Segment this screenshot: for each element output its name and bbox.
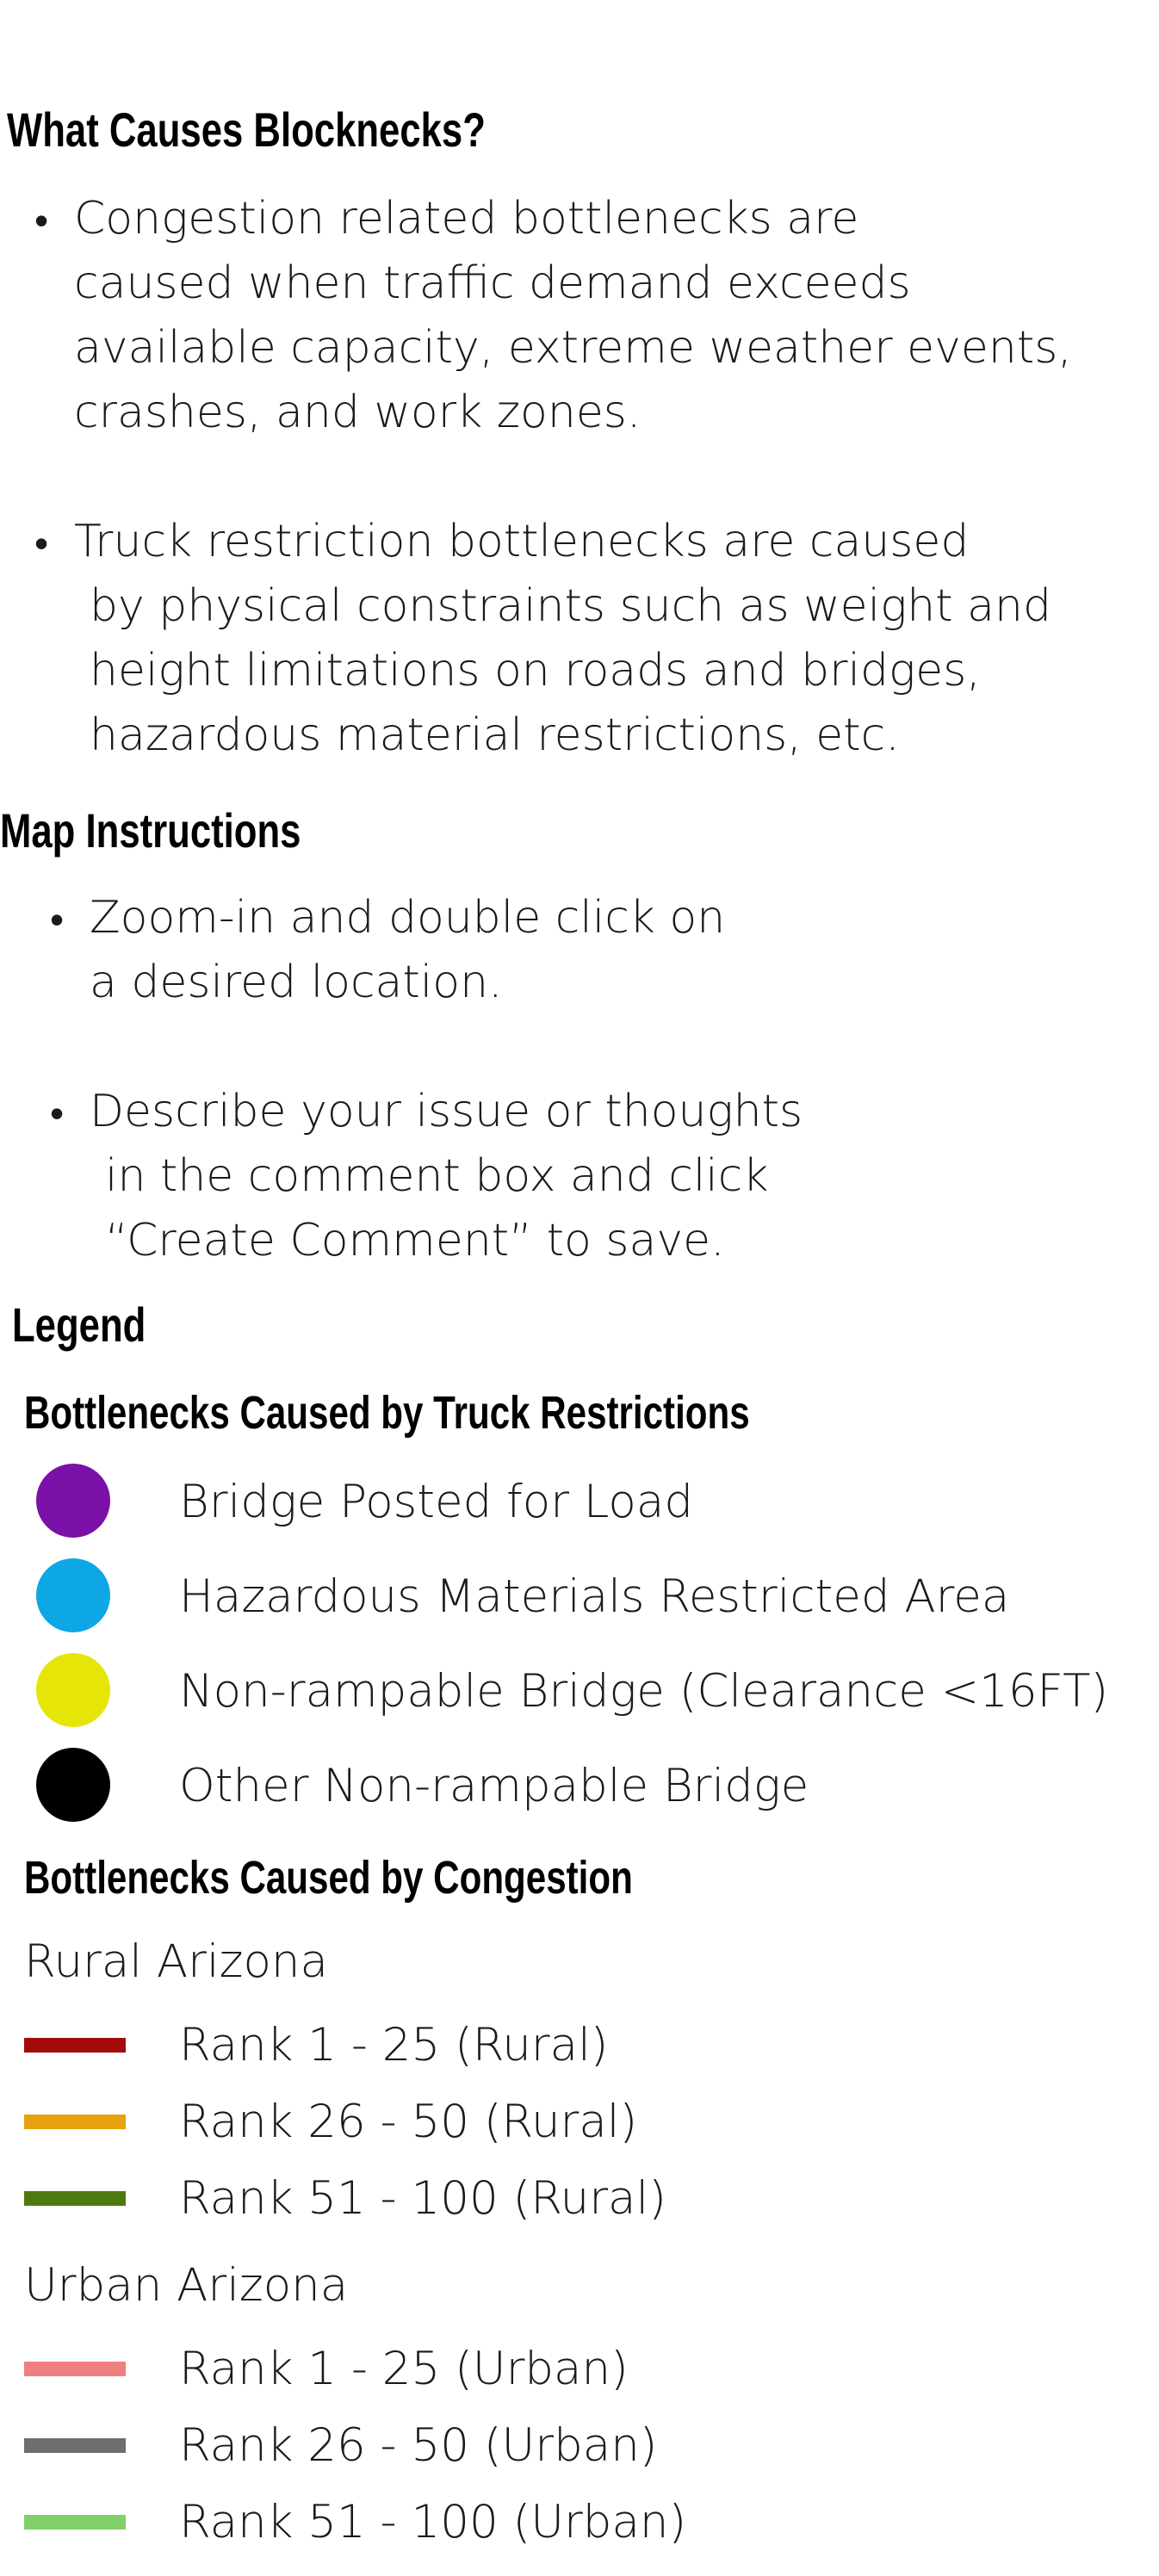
bullet-line: “Create Comment” to save.: [105, 1215, 725, 1266]
dark-green-line-icon: [24, 2191, 126, 2206]
rural-group-label: Rural Arizona: [24, 1935, 328, 1988]
legend-label: Hazardous Materials Restricted Area: [179, 1570, 1010, 1623]
bullet-line: caused when traffic demand exceeds: [74, 257, 911, 309]
urban-group-label: Urban Arizona: [24, 2259, 349, 2312]
pink-line-icon: [24, 2362, 126, 2376]
legend-label: Rank 26 - 50 (Urban): [179, 2419, 658, 2472]
causes-bullet-truck: [34, 510, 1154, 768]
bullet-line: in the comment box and click: [105, 1150, 769, 1202]
bullet-line: Zoom-in and double click on: [90, 892, 726, 944]
legend-title: Legend: [12, 1297, 146, 1352]
yellow-circle-icon: [36, 1653, 110, 1727]
orange-line-icon: [24, 2115, 126, 2129]
legend-label: Rank 51 - 100 (Urban): [179, 2496, 687, 2548]
causes-bullet-congestion: [34, 187, 1154, 445]
bullet-line: Describe your issue or thoughts: [90, 1086, 803, 1137]
legend-congestion-title: Bottlenecks Caused by Congestion: [24, 1852, 633, 1904]
bullet-line: Congestion related bottlenecks are: [74, 193, 859, 245]
light-green-line-icon: [24, 2515, 126, 2530]
bullet-dot-icon: •: [34, 520, 49, 567]
causes-title: What Causes Blocknecks?: [7, 102, 486, 157]
gray-line-icon: [24, 2438, 126, 2453]
bullet-line: a desired location.: [90, 957, 503, 1008]
instructions-bullet-comment: [50, 1080, 1152, 1273]
bullet-dot-icon: •: [34, 197, 49, 244]
instructions-bullet-zoom: [50, 886, 1152, 1015]
bullet-line: by physical constraints such as weight and: [90, 580, 1052, 632]
legend-truck-title: Bottlenecks Caused by Truck Restrictions: [24, 1387, 750, 1439]
bullet-line: height limitations on roads and bridges,: [90, 645, 981, 697]
bullet-line: available capacity, extreme weather events,: [74, 322, 1072, 374]
purple-circle-icon: [36, 1464, 110, 1538]
dark-red-line-icon: [24, 2038, 126, 2053]
bullet-dot-icon: •: [50, 896, 65, 943]
black-circle-icon: [36, 1748, 110, 1822]
bullet-dot-icon: •: [50, 1090, 65, 1136]
legend-label: Rank 1 - 25 (Urban): [179, 2343, 629, 2395]
legend-label: Other Non-rampable Bridge: [179, 1760, 809, 1812]
instructions-title: Map Instructions: [0, 803, 301, 858]
legend-label: Non-rampable Bridge (Clearance <16FT): [179, 1665, 1109, 1718]
legend-label: Rank 26 - 50 (Rural): [179, 2096, 638, 2148]
blue-circle-icon: [36, 1558, 110, 1632]
legend-label: Rank 1 - 25 (Rural): [179, 2019, 609, 2071]
bullet-line: Truck restriction bottlenecks are caused: [74, 516, 970, 567]
bullet-line: crashes, and work zones.: [74, 387, 641, 438]
bullet-line: hazardous material restrictions, etc.: [90, 709, 900, 761]
legend-label: Rank 51 - 100 (Rural): [179, 2172, 666, 2225]
legend-label: Bridge Posted for Load: [179, 1476, 693, 1528]
